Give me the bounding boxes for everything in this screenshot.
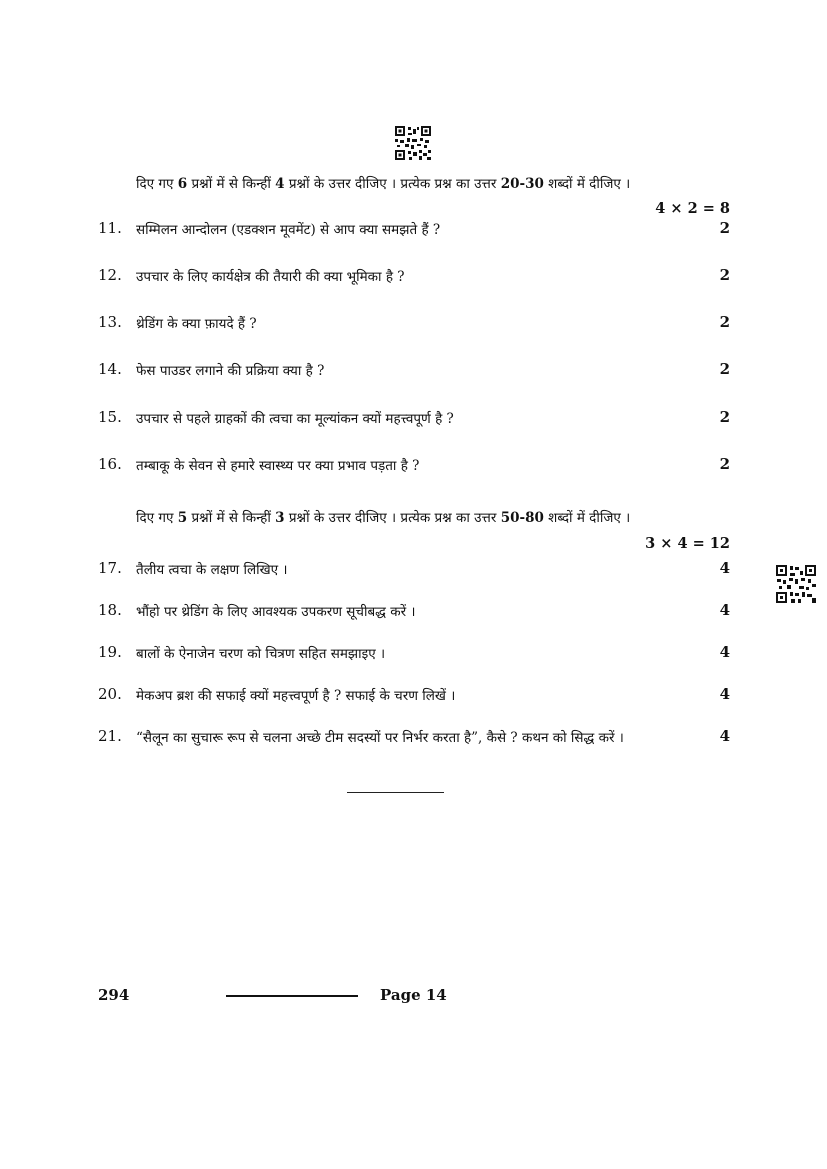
question-text: फेस पाउडर लगाने की प्रक्रिया क्या है ? — [136, 363, 325, 379]
question-item — [0, 685, 827, 707]
question-item — [0, 408, 827, 430]
question-text: “सैलून का सुचारू रूप से चलना अच्छे टीम सदस्यों पर निर्भर करता है”, कैसे ? कथन को सिद्ध करें । — [136, 730, 624, 746]
section-b-count-given: 5 — [177, 510, 188, 526]
question-number: 12. — [98, 266, 122, 284]
question-number: 17. — [98, 559, 122, 577]
question-text: उपचार से पहले ग्राहकों की त्वचा का मूल्यांकन क्यों महत्त्वपूर्ण है ? — [136, 411, 454, 427]
question-number: 15. — [98, 408, 122, 426]
question-item — [0, 559, 827, 581]
question-item — [0, 643, 827, 665]
section-a-instruction: दिए गए 6 प्रश्नों में से किन्हीं 4 प्रश्नों के उत्तर दीजिए । प्रत्येक प्रश्न का उत्तर 20-30 शब्दों में दीजिए । — [136, 176, 631, 192]
question-number: 20. — [98, 685, 122, 703]
question-item — [0, 313, 827, 335]
section-b-marks-total: 3 × 4 = 12 — [645, 535, 730, 552]
question-text: तैलीय त्वचा के लक्षण लिखिए । — [136, 562, 288, 578]
question-text: थ्रेडिंग के क्या फ़ायदे हैं ? — [136, 316, 257, 332]
page-number: Page 14 — [380, 986, 447, 1004]
question-number: 19. — [98, 643, 122, 661]
question-item — [0, 360, 827, 382]
question-number: 11. — [98, 219, 122, 237]
question-marks: 2 — [719, 408, 730, 426]
question-item — [0, 266, 827, 288]
question-marks: 4 — [719, 601, 730, 619]
section-b-instruction: दिए गए 5 प्रश्नों में से किन्हीं 3 प्रश्नों के उत्तर दीजिए । प्रत्येक प्रश्न का उत्तर 50-80 शब्दों में दीजिए । — [136, 510, 631, 526]
question-item — [0, 727, 827, 749]
question-marks: 2 — [719, 455, 730, 473]
qr-code-icon — [395, 126, 431, 160]
section-a-count-answer: 4 — [275, 176, 285, 192]
question-text: तम्बाकू के सेवन से हमारे स्वास्थ्य पर क्या प्रभाव पड़ता है ? — [136, 458, 420, 474]
section-a-marks-total: 4 × 2 = 8 — [655, 200, 730, 217]
question-number: 14. — [98, 360, 122, 378]
footer-divider — [226, 995, 358, 997]
question-text: बालों के ऐनाजेन चरण को चित्रण सहित समझाइए । — [136, 646, 386, 662]
question-text: भौंहो पर थ्रेडिंग के लिए आवश्यक उपकरण सूचीबद्ध करें । — [136, 604, 416, 620]
question-number: 16. — [98, 455, 122, 473]
question-item — [0, 455, 827, 477]
question-number: 18. — [98, 601, 122, 619]
section-a-word-limit: 20-30 — [500, 176, 544, 192]
question-number: 13. — [98, 313, 122, 331]
question-marks: 2 — [719, 360, 730, 378]
qr-code-icon — [776, 565, 816, 603]
section-b-count-answer: 3 — [275, 510, 285, 526]
question-text: मेकअप ब्रश की सफाई क्यों महत्त्वपूर्ण है ? सफाई के चरण लिखें । — [136, 688, 456, 704]
paper-code: 294 — [98, 986, 130, 1004]
question-marks: 4 — [719, 643, 730, 661]
question-marks: 4 — [719, 685, 730, 703]
question-item — [0, 601, 827, 623]
question-marks: 2 — [719, 266, 730, 284]
question-marks: 2 — [719, 219, 730, 237]
section-b-word-limit: 50-80 — [500, 510, 544, 526]
section-a-count-given: 6 — [177, 176, 188, 192]
question-text: उपचार के लिए कार्यक्षेत्र की तैयारी की क्या भूमिका है ? — [136, 269, 405, 285]
question-marks: 4 — [719, 559, 730, 577]
question-item — [0, 219, 827, 241]
question-marks: 2 — [719, 313, 730, 331]
question-number: 21. — [98, 727, 122, 745]
question-text: सम्मिलन आन्दोलन (एडक्शन मूवमेंट) से आप क्या समझते हैं ? — [136, 222, 441, 238]
end-divider — [347, 792, 444, 793]
question-marks: 4 — [719, 727, 730, 745]
